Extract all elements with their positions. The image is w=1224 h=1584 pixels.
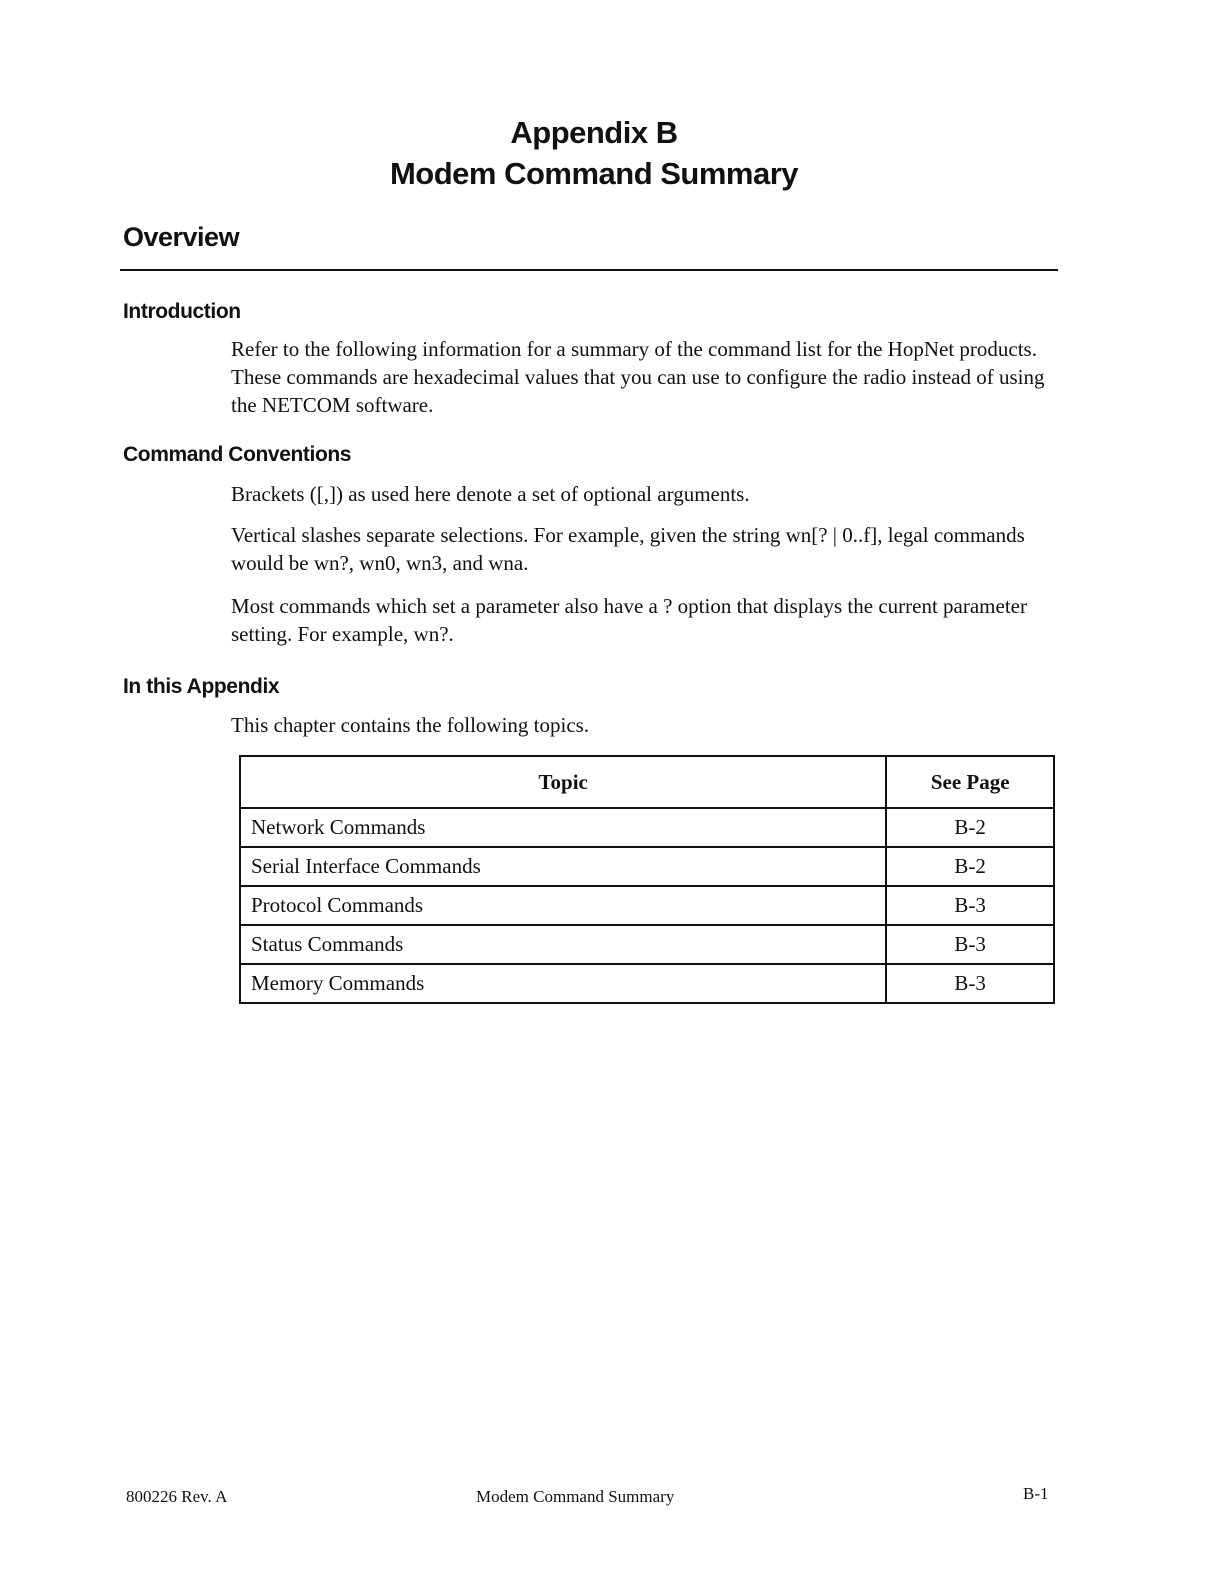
footer-page-number: B-1 <box>1023 1484 1049 1503</box>
in-this-appendix-text: This chapter contains the following topics. <box>231 713 590 737</box>
table-row <box>240 886 1054 925</box>
appendix-subtitle: Modem Command Summary <box>389 156 799 191</box>
footer-section-title: Modem Command Summary <box>476 1487 675 1506</box>
table-row <box>240 847 1054 886</box>
page-cell: B-3 <box>886 964 1054 1003</box>
section-divider <box>120 269 1058 271</box>
conventions-paragraph-option: Most commands which set a parameter also have a ? option that displays the current parameter setting. For example, wn?. <box>231 594 1027 646</box>
topic-column-header: Topic <box>240 756 886 808</box>
table-header-row <box>240 756 1054 808</box>
topic-cell: Status Commands <box>240 925 886 964</box>
table-row <box>240 964 1054 1003</box>
topic-cell: Serial Interface Commands <box>240 847 886 886</box>
conventions-paragraph-slashes: Vertical slashes separate selections. For example, given the string wn[? | 0..f], legal commands would be wn?, wn0, wn3, and wna. <box>231 523 1025 575</box>
topic-cell: Protocol Commands <box>240 886 886 925</box>
page-cell: B-3 <box>886 925 1054 964</box>
page-cell: B-2 <box>886 808 1054 847</box>
topics-table <box>239 755 1055 1004</box>
command-conventions-heading: Command Conventions <box>123 443 352 466</box>
footer-doc-number: 800226 Rev. A <box>126 1487 228 1506</box>
introduction-text: Refer to the following information for a summary of the command list for the HopNet products. These commands are hexadecimal values that you can use to configure the radio instead of using the NETCOM software. <box>231 337 1045 417</box>
see-page-column-header: See Page <box>886 756 1054 808</box>
topic-cell: Memory Commands <box>240 964 886 1003</box>
topic-cell: Network Commands <box>240 808 886 847</box>
conventions-paragraph-brackets: Brackets ([,]) as used here denote a set of optional arguments. <box>231 482 750 506</box>
overview-heading: Overview <box>123 222 240 252</box>
table-row <box>240 808 1054 847</box>
table-row <box>240 925 1054 964</box>
in-this-appendix-heading: In this Appendix <box>123 675 280 698</box>
appendix-title: Appendix B <box>510 115 678 150</box>
introduction-heading: Introduction <box>123 300 241 323</box>
page-cell: B-2 <box>886 847 1054 886</box>
page-cell: B-3 <box>886 886 1054 925</box>
